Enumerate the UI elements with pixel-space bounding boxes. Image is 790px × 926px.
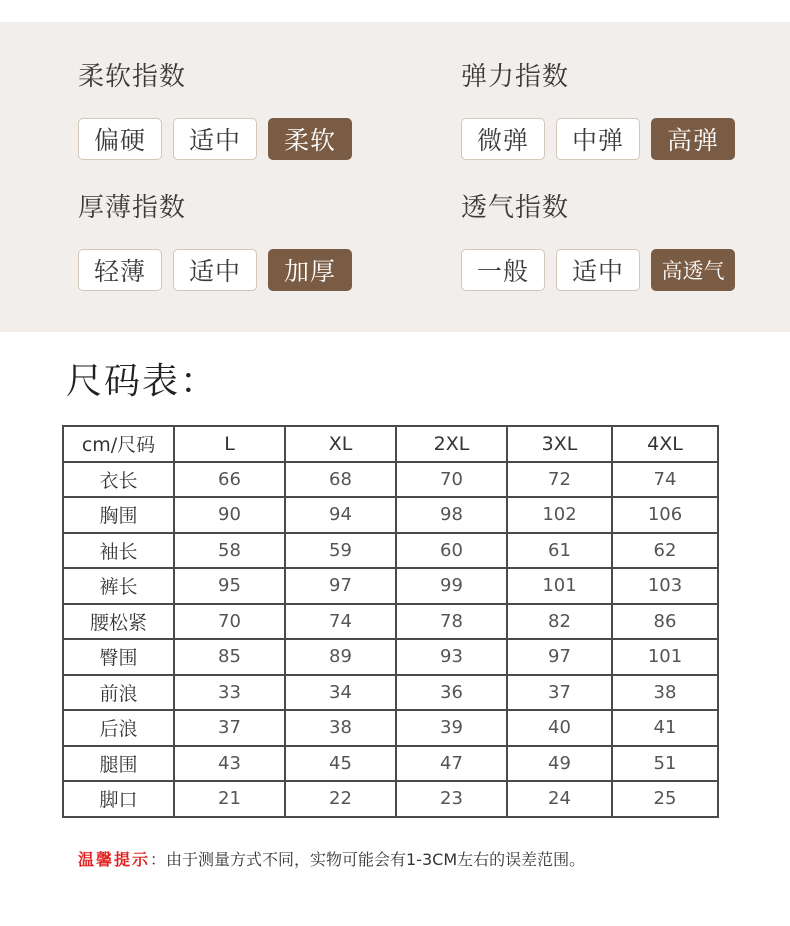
size-tip — [78, 847, 585, 873]
table-cell: 37 — [507, 675, 612, 711]
index-option: 中弹 — [556, 118, 640, 160]
table-cell: 103 — [612, 568, 718, 604]
table-header-cell: 4XL — [612, 426, 718, 462]
table-row — [63, 710, 718, 746]
table-cell: 101 — [612, 639, 718, 675]
table-cell: 86 — [612, 604, 718, 640]
table-cell: 36 — [396, 675, 507, 711]
thickness-index — [78, 191, 336, 286]
table-cell: 66 — [174, 462, 285, 498]
index-option: 偏硬 — [78, 118, 162, 160]
table-cell: 59 — [285, 533, 396, 569]
table-cell: 24 — [507, 781, 612, 817]
table-cell: 40 — [507, 710, 612, 746]
table-row-label: 衣长 — [63, 462, 174, 498]
table-cell: 74 — [612, 462, 718, 498]
table-cell: 95 — [174, 568, 285, 604]
table-cell: 93 — [396, 639, 507, 675]
index-title: 透气指数 — [461, 193, 570, 223]
table-row-label: 后浪 — [63, 710, 174, 746]
table-cell: 23 — [396, 781, 507, 817]
table-header-cell: 2XL — [396, 426, 507, 462]
table-cell: 85 — [174, 639, 285, 675]
index-option: 适中 — [173, 249, 257, 291]
index-option: 微弹 — [461, 118, 545, 160]
table-row-label: 裤长 — [63, 568, 174, 604]
fabric-index-panel — [0, 22, 790, 332]
table-cell: 70 — [396, 462, 507, 498]
table-cell: 97 — [285, 568, 396, 604]
table-cell: 38 — [285, 710, 396, 746]
table-cell: 47 — [396, 746, 507, 782]
softness-index — [78, 60, 336, 155]
index-option-selected: 加厚 — [268, 249, 352, 291]
table-row — [63, 604, 718, 640]
tip-text: ：由于测量方式不同，实物可能会有1-3CM左右的误差范围。 — [150, 850, 586, 869]
table-row-label: 脚口 — [63, 781, 174, 817]
table-cell: 74 — [285, 604, 396, 640]
index-option-selected: 高弹 — [651, 118, 735, 160]
table-header-cell: XL — [285, 426, 396, 462]
index-option: 适中 — [173, 118, 257, 160]
table-cell: 101 — [507, 568, 612, 604]
table-cell: 106 — [612, 497, 718, 533]
index-options — [461, 118, 735, 160]
table-cell: 33 — [174, 675, 285, 711]
size-table — [62, 425, 719, 818]
table-cell: 22 — [285, 781, 396, 817]
table-cell: 49 — [507, 746, 612, 782]
table-cell: 97 — [507, 639, 612, 675]
table-cell: 41 — [612, 710, 718, 746]
index-option-selected: 柔软 — [268, 118, 352, 160]
table-cell: 51 — [612, 746, 718, 782]
index-option: 适中 — [556, 249, 640, 291]
table-row-label: 腰松紧 — [63, 604, 174, 640]
table-cell: 72 — [507, 462, 612, 498]
table-row — [63, 675, 718, 711]
index-options — [78, 118, 352, 160]
table-cell: 21 — [174, 781, 285, 817]
table-cell: 34 — [285, 675, 396, 711]
table-row — [63, 746, 718, 782]
table-cell: 94 — [285, 497, 396, 533]
tip-label: 温馨提示 — [78, 850, 151, 869]
table-cell: 37 — [174, 710, 285, 746]
table-header-row — [63, 426, 718, 462]
table-cell: 68 — [285, 462, 396, 498]
table-cell: 90 — [174, 497, 285, 533]
table-cell: 82 — [507, 604, 612, 640]
index-option-selected: 高透气 — [651, 249, 735, 291]
table-row — [63, 462, 718, 498]
table-row-label: 袖长 — [63, 533, 174, 569]
table-header-cell: cm/尺码 — [63, 426, 174, 462]
table-cell: 98 — [396, 497, 507, 533]
table-cell: 89 — [285, 639, 396, 675]
table-cell: 58 — [174, 533, 285, 569]
table-cell: 43 — [174, 746, 285, 782]
table-header-cell: L — [174, 426, 285, 462]
table-row-label: 胸围 — [63, 497, 174, 533]
table-row — [63, 639, 718, 675]
table-cell: 102 — [507, 497, 612, 533]
table-cell: 70 — [174, 604, 285, 640]
table-cell: 99 — [396, 568, 507, 604]
breathability-index — [461, 191, 725, 286]
table-cell: 62 — [612, 533, 718, 569]
index-title: 柔软指数 — [78, 62, 187, 92]
table-row — [63, 533, 718, 569]
table-header-cell: 3XL — [507, 426, 612, 462]
table-cell: 45 — [285, 746, 396, 782]
index-option: 一般 — [461, 249, 545, 291]
index-title: 厚薄指数 — [78, 193, 187, 223]
table-row — [63, 781, 718, 817]
table-cell: 61 — [507, 533, 612, 569]
index-title: 弹力指数 — [461, 62, 570, 92]
index-option: 轻薄 — [78, 249, 162, 291]
table-row-label: 腿围 — [63, 746, 174, 782]
table-cell: 25 — [612, 781, 718, 817]
table-row — [63, 568, 718, 604]
table-cell: 78 — [396, 604, 507, 640]
table-row — [63, 497, 718, 533]
table-row-label: 臀围 — [63, 639, 174, 675]
table-cell: 60 — [396, 533, 507, 569]
table-cell: 38 — [612, 675, 718, 711]
index-options — [78, 249, 352, 291]
size-chart-title: 尺码表： — [66, 361, 219, 402]
elasticity-index — [461, 60, 719, 155]
index-options — [461, 249, 735, 291]
table-row-label: 前浪 — [63, 675, 174, 711]
table-cell: 39 — [396, 710, 507, 746]
